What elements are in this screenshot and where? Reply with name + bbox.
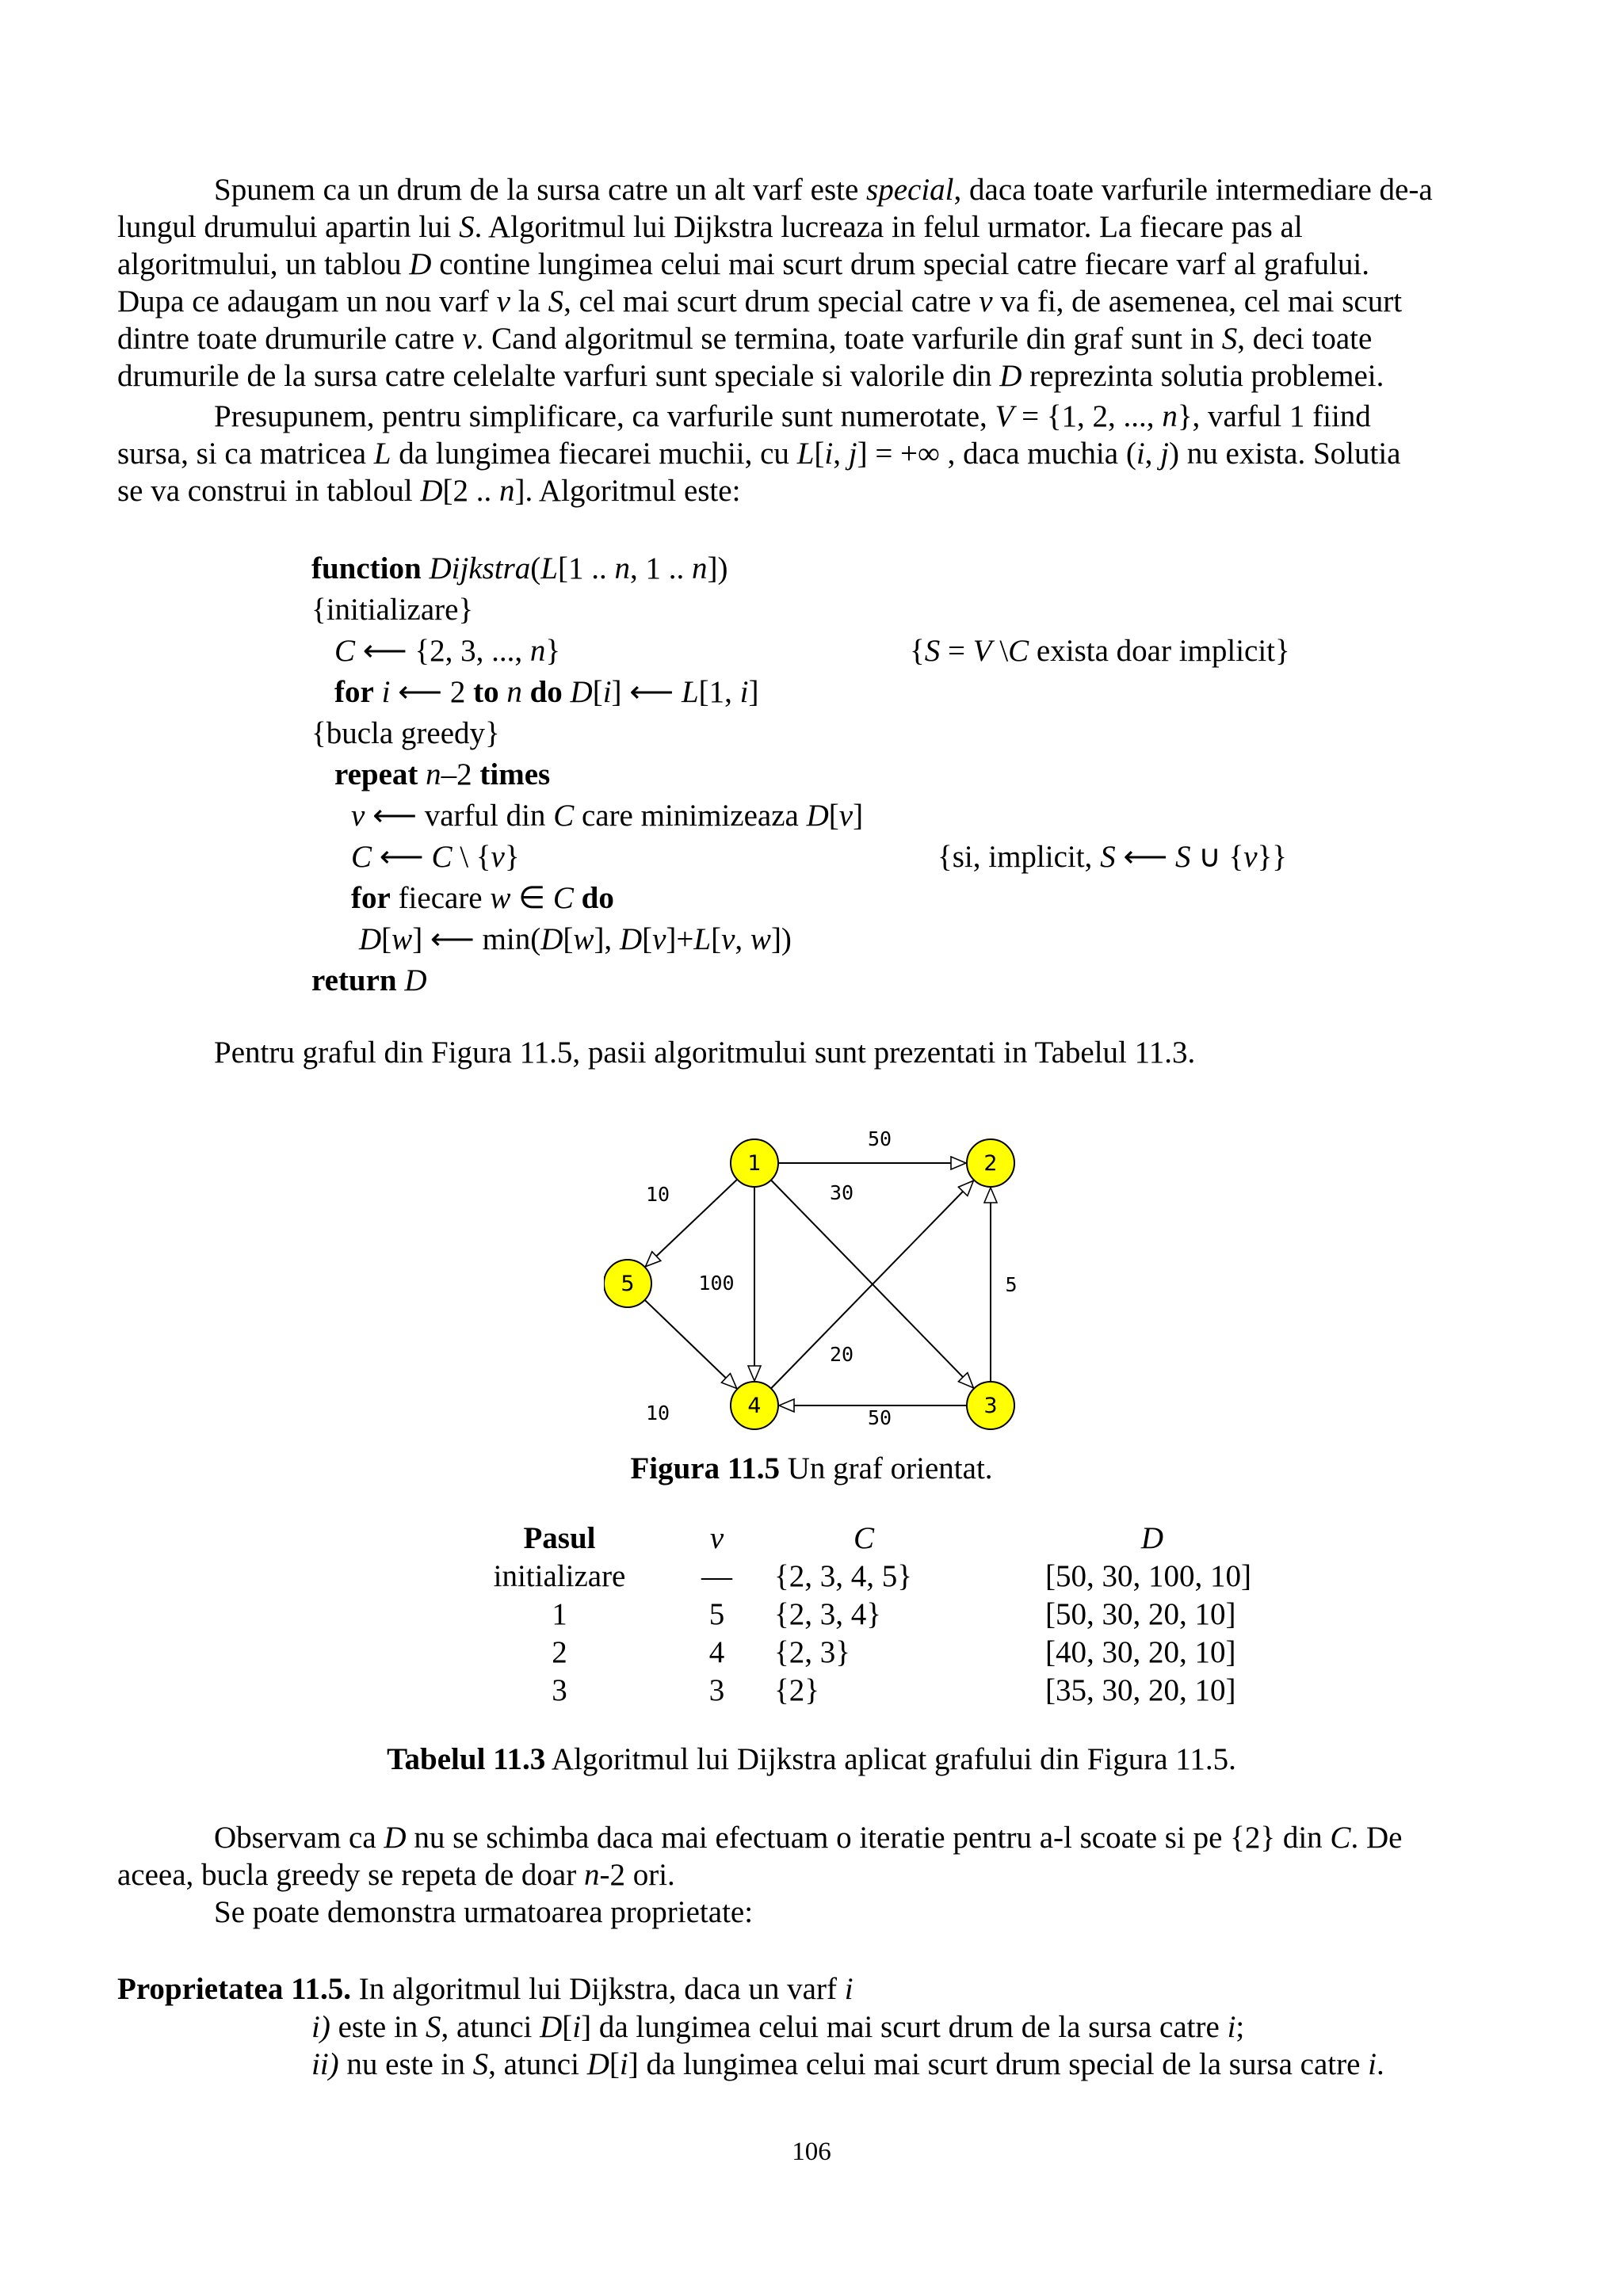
text-line: Pentru graful din Figura 11.5, pasii algoritmului sunt prezentati in Tabelul 11.3. bbox=[214, 1035, 1196, 1070]
text-line: aceea, bucla greedy se repeta de doar n-2 ori. bbox=[117, 1858, 675, 1892]
graph-node-5 bbox=[604, 1260, 651, 1307]
algorithm-pseudocode bbox=[311, 548, 1318, 1001]
table-cell: — bbox=[701, 1559, 732, 1593]
column-header-c: C bbox=[854, 1521, 875, 1555]
table-cell: 1 bbox=[552, 1597, 567, 1631]
column-header-v: v bbox=[709, 1521, 724, 1555]
table-cell: {2} bbox=[774, 1673, 819, 1707]
text-line: algoritmului, un tablou D contine lungimea celui mai scurt drum special catre fiecare varf al grafului. bbox=[117, 247, 1370, 281]
code-line-for-each: for fiecare w ∈ C do bbox=[351, 881, 614, 915]
paragraph-figure-reference bbox=[117, 1034, 1509, 1071]
code-line-return: return D bbox=[311, 963, 427, 997]
property-statement: Proprietatea 11.5. In algoritmul lui Dijkstra, daca un varf i bbox=[117, 1972, 854, 2006]
table-row bbox=[460, 1596, 1275, 1634]
paragraph-assumptions bbox=[117, 398, 1509, 509]
figure-caption: Figura 11.5 Un graf orientat. bbox=[630, 1451, 993, 1486]
table-caption: Tabelul 11.3 Algoritmul lui Dijkstra aplicat grafului din Figura 11.5. bbox=[387, 1742, 1236, 1776]
edge-weight-label: 30 bbox=[829, 1181, 854, 1204]
text-line: Presupunem, pentru simplificare, ca varfurile sunt numerotate, V = {1, 2, ..., n}, varful 1 fiind bbox=[214, 399, 1371, 433]
property-item-ii: ii) nu este in S, atunci D[i] da lungimea celui mai scurt drum special de la sursa catre i. bbox=[311, 2047, 1384, 2081]
edge-weight-label: 20 bbox=[829, 1343, 854, 1366]
text-line: dintre toate drumurile catre v. Cand algoritmul se termina, toate varfurile din graf sunt in S, deci toate bbox=[117, 322, 1373, 356]
table-header-row bbox=[460, 1520, 1275, 1558]
page-number: 106 bbox=[792, 2138, 831, 2166]
text-line: drumurile de la sursa catre celelalte varfuri sunt speciale si valorile din D reprezinta solutia problemei. bbox=[117, 359, 1384, 393]
table-cell: initializare bbox=[493, 1559, 626, 1593]
text-line: Dupa ce adaugam un nou varf v la S, cel mai scurt drum special catre v va fi, de asemenea, cel mai scurt bbox=[117, 284, 1403, 318]
table-cell: [50, 30, 20, 10] bbox=[1045, 1597, 1236, 1631]
code-line-for-init: for i ⟵ 2 to n do D[i] ⟵ L[1, i] bbox=[334, 675, 759, 709]
property-item-i: i) este in S, atunci D[i] da lungimea celui mai scurt drum de la sursa catre i; bbox=[311, 2010, 1245, 2044]
table-cell: [35, 30, 20, 10] bbox=[1045, 1673, 1236, 1707]
code-line-c-init: C ⟵ {2, 3, ..., n} {S = V \C exista doar implicit} bbox=[311, 631, 1318, 672]
table-cell: [40, 30, 20, 10] bbox=[1045, 1635, 1236, 1669]
text-line: se va construi in tabloul D[2 .. n]. Algoritmul este: bbox=[117, 474, 741, 508]
table-cell: 3 bbox=[552, 1673, 567, 1707]
table-cell: {2, 3, 4} bbox=[774, 1597, 881, 1631]
text-line: Se poate demonstra urmatoarea proprietate: bbox=[214, 1895, 754, 1929]
column-header-d: D bbox=[1140, 1521, 1164, 1555]
paragraph-observation bbox=[117, 1819, 1509, 1931]
edge-weight-label: 5 bbox=[1005, 1273, 1018, 1296]
graph-node-2 bbox=[967, 1139, 1014, 1187]
graph-figure bbox=[604, 1125, 1019, 1432]
directed-graph bbox=[604, 1125, 1019, 1432]
svg-text:5: 5 bbox=[621, 1272, 635, 1296]
table-row bbox=[460, 1672, 1275, 1710]
steps-table bbox=[460, 1520, 1275, 1710]
edge-weight-label: 10 bbox=[645, 1183, 670, 1206]
table-cell: 2 bbox=[552, 1635, 567, 1669]
edge-weight-label: 10 bbox=[645, 1402, 670, 1425]
code-line-update-d: D[w] ⟵ min(D[w], D[v]+L[v, w]) bbox=[359, 922, 792, 956]
table-row bbox=[460, 1634, 1275, 1672]
table-cell: 3 bbox=[708, 1673, 725, 1707]
table-cell: {2, 3} bbox=[774, 1635, 850, 1669]
edge-weight-label: 100 bbox=[698, 1272, 735, 1295]
svg-text:2: 2 bbox=[983, 1151, 998, 1176]
table-cell: [50, 30, 100, 10] bbox=[1045, 1559, 1251, 1593]
edge-weight-label: 50 bbox=[867, 1127, 892, 1150]
graph-node-3 bbox=[967, 1382, 1014, 1429]
code-line-function: function Dijkstra(L[1 .. n, 1 .. n]) bbox=[311, 551, 728, 585]
table-row bbox=[460, 1558, 1275, 1596]
table-cell: 4 bbox=[708, 1635, 725, 1669]
text-line: sursa, si ca matricea L da lungimea fiecarei muchii, cu L[i, j] = +∞ , daca muchia (i, j) nu exista. Solutia bbox=[117, 437, 1401, 471]
edge-5-4 bbox=[645, 1300, 737, 1389]
code-comment-s-union: {si, implicit, S ⟵ S ∪ {v}} bbox=[938, 840, 1288, 874]
text-line: lungul drumului apartin lui S. Algoritmul lui Dijkstra lucreaza in felul urmator. La fiecare pas al bbox=[117, 210, 1303, 244]
column-header-pasul: Pasul bbox=[523, 1521, 596, 1555]
graph-node-1 bbox=[731, 1139, 778, 1187]
text-line: Spunem ca un drum de la sursa catre un alt varf este special, daca toate varfurile intermediare de-a bbox=[214, 173, 1433, 207]
code-comment-greedy: {bucla greedy} bbox=[311, 716, 500, 750]
code-comment-init: {initializare} bbox=[311, 593, 474, 627]
code-line-remove-v: C ⟵ C \ {v} {si, implicit, S ⟵ S ∪ {v}} bbox=[311, 837, 1318, 878]
svg-text:1: 1 bbox=[747, 1151, 762, 1176]
graph-node-4 bbox=[731, 1382, 778, 1429]
paragraph-special-path bbox=[117, 171, 1509, 395]
edge-weight-label: 50 bbox=[867, 1406, 892, 1429]
table-cell: 5 bbox=[708, 1597, 725, 1631]
text-line: Observam ca D nu se schimba daca mai efectuam o iteratie pentru a-l scoate si pe {2} din C. De bbox=[214, 1821, 1403, 1855]
code-line-select-v: v ⟵ varful din C care minimizeaza D[v] bbox=[351, 799, 864, 833]
svg-text:3: 3 bbox=[983, 1394, 998, 1418]
svg-text:4: 4 bbox=[747, 1394, 762, 1418]
code-line-repeat: repeat n–2 times bbox=[334, 757, 551, 791]
code-comment-s-implicit: {S = V \C exista doar implicit} bbox=[910, 634, 1290, 668]
table-cell: {2, 3, 4, 5} bbox=[774, 1559, 912, 1593]
